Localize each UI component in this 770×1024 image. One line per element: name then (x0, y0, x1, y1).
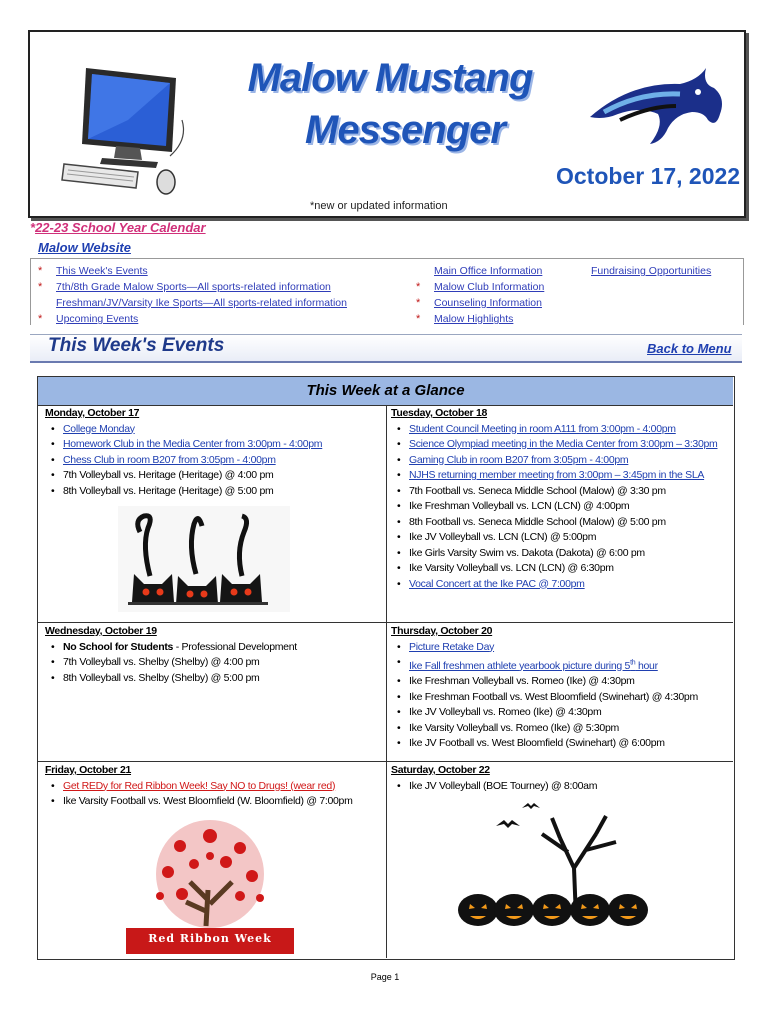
new-marker: * (416, 297, 421, 309)
new-marker: * (416, 281, 421, 293)
list-item: • Ike JV Volleyball vs. LCN (LCN) @ 5:00pm (409, 530, 731, 546)
list-item: • Ike JV Football vs. West Bloomfield (Swinehart) @ 6:00pm (409, 736, 731, 752)
event-link[interactable]: Student Council Meeting in room A111 from 3:00pm - 4:00pm (409, 422, 676, 435)
list-item: • 7th Football vs. Seneca Middle School (Malow) @ 3:30 pm (409, 484, 731, 500)
table-divider (386, 405, 387, 958)
day-heading: Saturday, October 22 (391, 764, 490, 776)
menu-item-malow-sports[interactable] (38, 279, 347, 295)
list-item[interactable] (63, 422, 381, 438)
list-item: • 7th Volleyball vs. Shelby (Shelby) @ 4:00 pm (63, 655, 381, 671)
menu-column-3 (591, 263, 711, 279)
list-item: • Ike Varsity Volleyball vs. Romeo (Ike) @ 5:30pm (409, 721, 731, 737)
event-link[interactable]: Chess Club in room B207 from 3:05pm - 4:00pm (63, 453, 276, 466)
list-item[interactable] (63, 437, 381, 453)
malow-website-link[interactable]: Malow Website (38, 240, 131, 255)
menu-item-label: Freshman/JV/Varsity Ike Sports—All sports-related information (56, 297, 347, 309)
page-number: Page 1 (370, 972, 400, 982)
table-divider (38, 622, 733, 623)
black-cats-image (118, 506, 290, 612)
day-heading: Wednesday, October 19 (45, 625, 157, 637)
menu-item-label: Counseling Information (434, 297, 542, 309)
tuesday-cell (391, 406, 731, 592)
menu (30, 258, 744, 325)
issue-date: October 17, 2022 (556, 163, 741, 189)
event-link[interactable]: Get REDy for Red Ribbon Week! Say NO to Drugs! (wear red) (63, 779, 336, 792)
list-item[interactable] (409, 453, 731, 469)
menu-item-label: Upcoming Events (56, 313, 139, 325)
menu-item-fundraising[interactable] (591, 263, 711, 279)
list-item: • 8th Football vs. Seneca Middle School (Malow) @ 5:00 pm (409, 515, 731, 531)
day-heading: Friday, October 21 (45, 764, 132, 776)
day-heading: Monday, October 17 (45, 407, 140, 419)
list-item[interactable] (409, 577, 731, 593)
table-heading: This Week at a Glance (38, 377, 733, 406)
list-item: • 8th Volleyball vs. Shelby (Shelby) @ 5:00 pm (63, 671, 381, 687)
menu-item-club-info[interactable] (416, 279, 545, 295)
list-item: • Ike Freshman Volleyball vs. LCN (LCN) @ 4:00pm (409, 499, 731, 515)
computer-icon (58, 60, 190, 200)
event-link[interactable]: Science Olympiad meeting in the Media Center from 3:00pm – 3:30pm (409, 438, 718, 450)
list-item: • Ike Girls Varsity Swim vs. Dakota (Dakota) @ 6:00 pm (409, 546, 731, 562)
newsletter-title (225, 52, 555, 156)
event-link[interactable]: Homework Club in the Media Center from 3:00pm - 4:00pm (63, 438, 323, 450)
event-text: hour (635, 659, 658, 672)
list-item (63, 640, 381, 656)
menu-item-ike-sports[interactable] (56, 295, 347, 311)
menu-item-label: This Week's Events (56, 265, 148, 277)
list-item[interactable] (409, 655, 731, 674)
event-link[interactable]: Vocal Concert at the Ike PAC @ 7:00pm (409, 577, 585, 590)
list-item: • Ike Varsity Football vs. West Bloomfield (W. Bloomfield) @ 7:00pm (63, 794, 381, 810)
school-calendar-link[interactable] (30, 220, 206, 235)
list-item: • Ike Varsity Volleyball vs. LCN (LCN) @ 6:30pm (409, 561, 731, 577)
halloween-pumpkins-image (456, 798, 656, 928)
new-marker: * (416, 313, 421, 325)
menu-item-highlights[interactable] (416, 311, 544, 327)
update-note: *new or updated information (310, 200, 448, 212)
event-link[interactable] (409, 660, 658, 672)
monday-cell (45, 406, 381, 499)
list-item: • 8th Volleyball vs. Heritage (Heritage) @ 5:00 pm (63, 484, 381, 500)
list-item: • 7th Volleyball vs. Heritage (Heritage) @ 4:00 pm (63, 468, 381, 484)
menu-column-2 (416, 263, 545, 327)
school-calendar-label: 22-23 School Year Calendar (35, 220, 206, 235)
menu-column-1 (38, 263, 347, 327)
event-link[interactable]: College Monday (63, 422, 135, 435)
day-heading: Tuesday, October 18 (391, 407, 488, 419)
new-marker: * (30, 220, 36, 235)
event-link[interactable]: Gaming Club in room B207 from 3:05pm - 4:00pm (409, 453, 629, 466)
list-item[interactable] (409, 422, 731, 438)
menu-item-label: Malow Club Information (434, 281, 545, 293)
menu-item-label: Malow Highlights (434, 313, 514, 325)
menu-item-this-weeks-events[interactable] (38, 263, 347, 279)
day-heading: Thursday, October 20 (391, 625, 493, 637)
thursday-cell (391, 624, 731, 752)
section-title: This Week's Events (48, 335, 225, 356)
menu-item-main-office[interactable] (434, 263, 544, 279)
new-marker: * (38, 265, 43, 277)
menu-item-upcoming-events[interactable] (38, 311, 347, 327)
event-link[interactable]: Picture Retake Day (409, 640, 495, 653)
back-to-menu-link[interactable]: Back to Menu (647, 341, 732, 356)
list-item[interactable] (409, 468, 731, 484)
list-item[interactable] (63, 779, 381, 795)
list-item: • Ike Freshman Volleyball vs. Romeo (Ike) @ 4:30pm (409, 674, 731, 690)
menu-item-label: Main Office Information (434, 265, 543, 277)
list-item[interactable] (63, 453, 381, 469)
event-text: Ike Fall freshmen athlete yearbook picture during 5 (409, 659, 631, 672)
table-divider (38, 761, 733, 762)
title-line-2: Messenger (305, 108, 505, 152)
saturday-cell (391, 763, 731, 794)
new-marker: * (38, 281, 43, 293)
menu-item-label: Fundraising Opportunities (591, 265, 712, 277)
ordinal-suffix: th (630, 659, 636, 666)
no-school-label: No School for Students (63, 640, 174, 653)
title-line-1: Malow Mustang (247, 56, 533, 100)
friday-cell (45, 763, 381, 810)
wednesday-cell (45, 624, 381, 686)
list-item: • Ike JV Volleyball vs. Romeo (Ike) @ 4:30pm (409, 705, 731, 721)
red-ribbon-week-label: Red Ribbon Week (148, 932, 272, 945)
new-marker: * (38, 313, 43, 325)
event-detail: - Professional Development (173, 640, 297, 653)
event-link[interactable]: NJHS returning member meeting from 3:00pm – 3:45pm in the SLA (409, 469, 705, 481)
mustang-logo-icon (580, 62, 730, 152)
list-item: • Ike Freshman Football vs. West Bloomfield (Swinehart) @ 4:30pm (409, 690, 731, 706)
list-item[interactable] (409, 437, 731, 453)
menu-item-counseling[interactable] (416, 295, 544, 311)
menu-item-label: 7th/8th Grade Malow Sports—All sports-related information (56, 281, 331, 293)
list-item: • Ike JV Volleyball (BOE Tourney) @ 8:00am (409, 779, 731, 795)
list-item[interactable] (409, 640, 731, 656)
